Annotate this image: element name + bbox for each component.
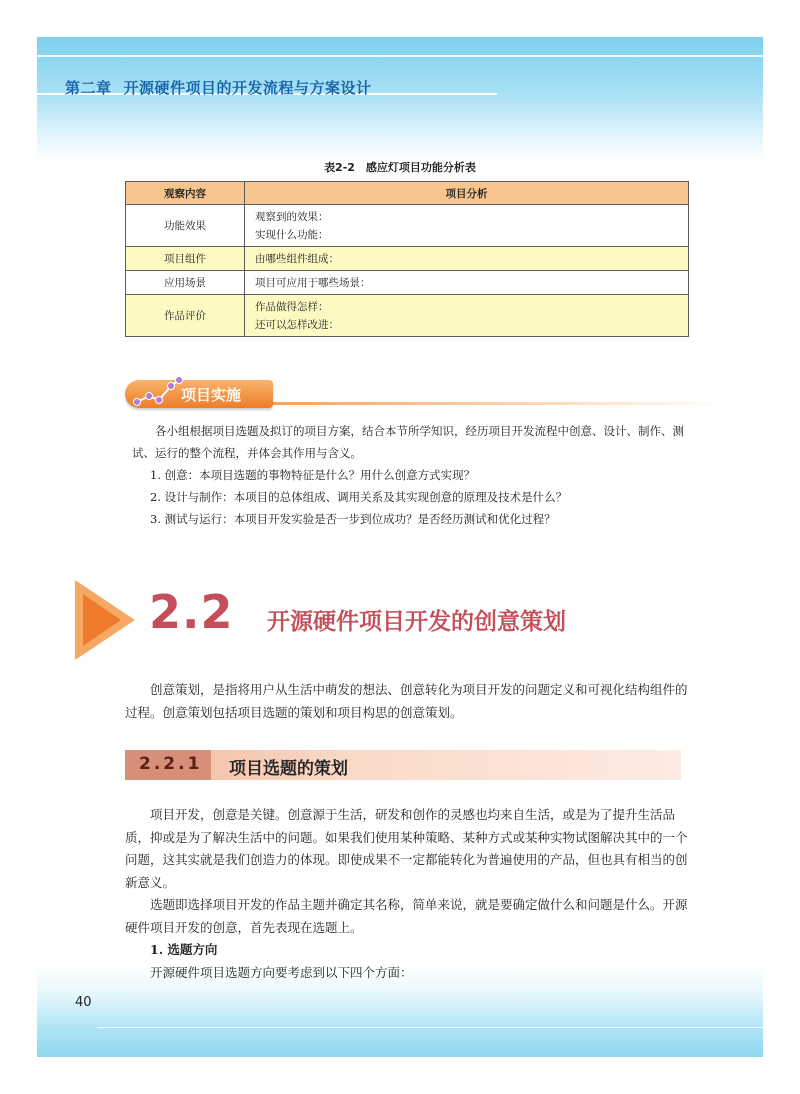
implementation-label: 项目实施 [181, 386, 242, 404]
table-row [126, 205, 689, 247]
table-header-cell: 项目分析 [245, 182, 689, 205]
numbered-heading: 1. 选题方向 [150, 942, 218, 957]
section-title: 开源硬件项目开发的创意策划 [267, 609, 566, 635]
implementation-intro: 各小组根据项目选题及拟订的项目方案，结合本节所学知识，经历项目开发流程中创意、设计、制作、测试、运行的整个流程，并体会其作用与含义。 [132, 424, 684, 460]
paragraph: 选题即选择项目开发的作品主题并确定其名称，简单来说，就是要确定做什么和问题是什么。开源硬件项目开发的创意，首先表现在选题上。 [125, 897, 688, 935]
table-cell-label: 应用场景 [126, 271, 245, 295]
implementation-badge [125, 380, 273, 408]
table-cell-label: 作品评价 [126, 295, 245, 337]
subsection-title: 项目选题的策划 [229, 759, 348, 779]
implementation-tag [125, 374, 725, 414]
table-cell-analysis [245, 271, 689, 295]
analysis-line: 实现什么功能： [255, 228, 329, 241]
paragraph: 开源硬件项目选题方向要考虑到以下四个方面： [150, 964, 413, 980]
analysis-line: 作品做得怎样： [255, 300, 329, 313]
chapter-title: 开源硬件项目的开发流程与方案设计 [123, 79, 372, 97]
implementation-item: 3. 测试与运行：本项目开发实验是否一步到位成功？是否经历测试和优化过程？ [150, 512, 556, 526]
analysis-line: 还可以怎样改进： [255, 318, 339, 331]
section-arrow-icon [75, 580, 135, 660]
analysis-line: 项目可应用于哪些场景： [255, 276, 371, 289]
analysis-line: 由哪些组件组成： [255, 252, 339, 265]
section-intro [125, 679, 691, 724]
table-caption: 表2-2 感应灯项目功能分析表 [324, 161, 476, 174]
running-header [65, 77, 372, 98]
table-cell-label: 项目组件 [126, 247, 245, 271]
node-chain-icon [131, 374, 183, 410]
implementation-item: 2. 设计与制作：本项目的总体组成、调用关系及其实现创意的原理及技术是什么？ [150, 490, 568, 504]
subsection-number-box [125, 750, 211, 780]
implementation-item: 1. 创意：本项目选题的事物特征是什么？用什么创意方式实现？ [150, 468, 476, 482]
textbook-page [37, 37, 763, 1057]
function-analysis-table [125, 181, 689, 337]
table-row [126, 271, 689, 295]
section-number: 2.2 [149, 585, 234, 639]
table-cell-analysis [245, 205, 689, 247]
paragraph: 创意策划，是指将用户从生活中萌发的想法、创意转化为项目开发的问题定义和可视化结构组件的过程。创意策划包括项目选题的策划和项目构思的创意策划。 [125, 682, 688, 720]
subsection-body [125, 804, 691, 984]
table-cell-analysis [245, 247, 689, 271]
page-number: 40 [75, 995, 92, 1010]
table-cell-label: 功能效果 [126, 205, 245, 247]
chapter-label: 第二章 [65, 79, 112, 97]
table-header-cell: 观察内容 [126, 182, 245, 205]
analysis-line: 观察到的效果： [255, 210, 329, 223]
footer-decor-line [97, 1027, 763, 1028]
table-row [126, 295, 689, 337]
tag-underline [265, 402, 725, 405]
implementation-text [132, 420, 702, 530]
subsection-number: 2.2.1 [139, 754, 203, 774]
table-row [126, 247, 689, 271]
header-decor-line [37, 55, 763, 57]
table-cell-analysis [245, 295, 689, 337]
paragraph: 项目开发，创意是关键。创意源于生活，研发和创作的灵感也均来自生活，或是为了提升生活品质，抑或是为了解决生活中的问题。如果我们使用某种策略、某种方式或某种实物试图解决其中的一个问题，这其实就是我们创造力的体现。即使成果不一定都能转化为普遍使用的产品，但也具有相当的创新意义。 [125, 807, 688, 890]
subsection-bar [125, 750, 681, 780]
